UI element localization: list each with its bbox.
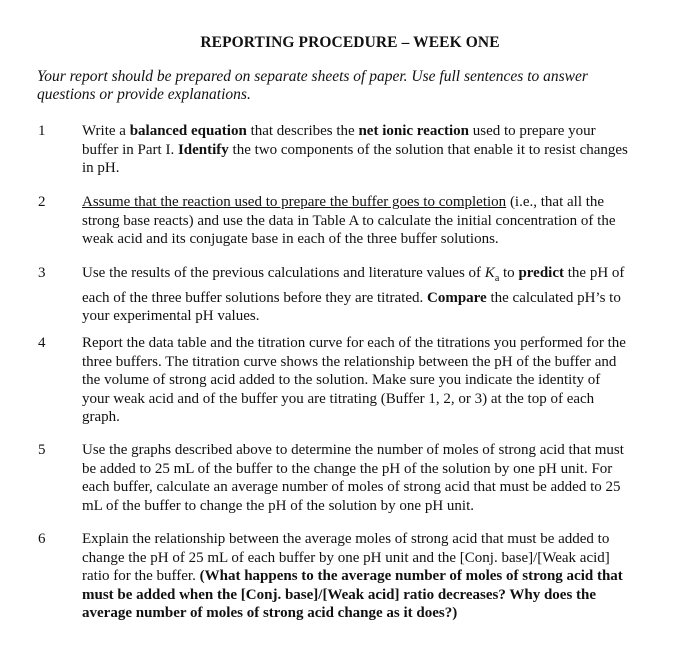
text-run-normal: Report the data table and the titration curve for each of the titrations you performed for the three buffers. The titration curve shows the relationship between the pH of the buffer and the volume of strong acid added to the solution. Make sure you indicate the identity of your weak acid and of the buffer you are titrating (Buffer 1, 2, or 3) at the top of each graph. — [82, 335, 626, 425]
question-text — [82, 264, 630, 326]
intro-instructions: Your report should be prepared on separate sheets of paper. Use full sentences to answer questions or provide explanations. — [37, 68, 588, 103]
text-run-normal: the two components of the solution that enable it to resist changes in pH. — [82, 141, 628, 176]
text-run-normal: the pH of each of the three buffer solutions before they are titrated. — [82, 265, 625, 306]
question-number: 1 — [38, 123, 46, 139]
text-run-bold: Identify — [177, 141, 229, 158]
question-text — [82, 530, 630, 623]
question-text — [82, 441, 630, 515]
text-run-bold: (What happens to the average number of moles of strong acid that must be added when the [Conj. base]/[Weak acid] ratio decreases? Why does the average number of moles of strong acid change as it does?) — [82, 568, 623, 621]
question-number: 6 — [38, 531, 46, 547]
question-text — [82, 193, 630, 249]
question-number: 3 — [38, 265, 46, 281]
text-run-normal: Use the results of the previous calculations and literature values of — [82, 265, 485, 281]
text-run-bold: predict — [518, 265, 564, 281]
question-number: 4 — [38, 335, 46, 351]
text-run-bold: balanced equation — [129, 123, 247, 139]
text-run-normal: Explain the relationship between the average moles of strong acid that must be added to change the pH of 25 mL of each buffer by one pH unit and the [Conj. base]/[Weak acid] ratio for the buffer. — [82, 531, 610, 584]
question-text — [82, 122, 630, 178]
question-number: 5 — [38, 442, 46, 458]
text-run-normal: Use the graphs described above to determine the number of moles of strong acid that must be added to 25 mL of the buffer to the change the pH of the solution by one pH unit. For each buffer, calculate an average number of moles of strong acid that must be added to 25 mL of the buffer to change the pH of the solution by one pH unit. — [82, 442, 624, 514]
text-run-sub: a — [494, 273, 500, 284]
question-number: 2 — [38, 194, 46, 210]
text-run-underline: Assume that the reaction used to prepare the buffer goes to completion — [82, 194, 507, 210]
text-run-normal: to — [499, 265, 519, 281]
text-run-normal: Write a — [82, 123, 130, 139]
text-run-normal: used to prepare your buffer in Part I. — [82, 123, 596, 158]
text-run-normal: the calculated pH’s to your experimental pH values. — [82, 289, 621, 324]
text-run-bold: net ionic reaction — [358, 123, 469, 139]
question-text — [82, 334, 630, 427]
page-title: REPORTING PROCEDURE – WEEK ONE — [200, 34, 500, 51]
text-run-normal: (i.e., that all the strong base reacts) and use the data in Table A to calculate the initial concentration of the weak acid and its conjugate base in each of the three buffer solutions. — [82, 194, 616, 247]
text-run-italic: K — [484, 265, 495, 281]
text-run-normal: that describes the — [246, 123, 359, 139]
text-run-bold: Compare — [427, 289, 487, 306]
